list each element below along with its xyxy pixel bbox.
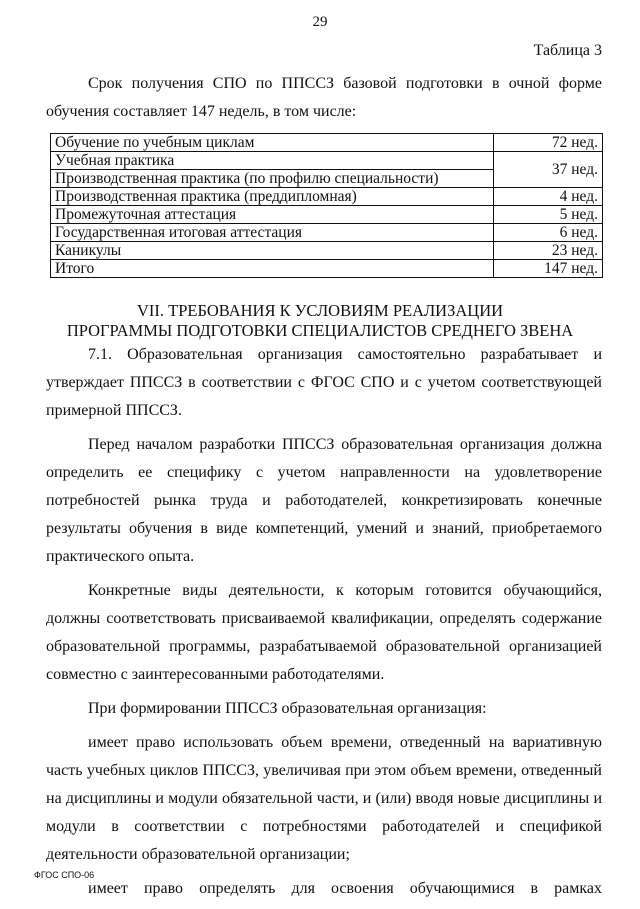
row-label: Промежуточная аттестация	[51, 206, 494, 224]
row-value: 23 нед.	[494, 242, 603, 260]
footer-code: ФГОС СПО-06	[34, 870, 95, 880]
section-heading-line1: VII. ТРЕБОВАНИЯ К УСЛОВИЯМ РЕАЛИЗАЦИИ	[136, 301, 504, 320]
paragraph: При формировании ППССЗ образовательная организация:	[88, 700, 487, 717]
section-heading	[40, 301, 600, 341]
table-row	[51, 188, 603, 206]
section-heading-line2: ПРОГРАММЫ ПОДГОТОВКИ СПЕЦИАЛИСТОВ СРЕДНЕГО ЗВЕНА	[66, 321, 574, 340]
row-value: 37 нед.	[494, 152, 603, 188]
table-row	[51, 224, 603, 242]
row-value: 5 нед.	[494, 206, 603, 224]
row-label: Каникулы	[51, 242, 494, 260]
row-value: 6 нед.	[494, 224, 603, 242]
study-weeks-table	[50, 133, 603, 278]
row-label: Производственная практика (по профилю специальности)	[51, 170, 494, 188]
intro-text: Срок получения СПО по ППССЗ базовой подготовки в очной форме обучения составляет 147 недель, в том числе:	[46, 75, 602, 120]
paragraph: 7.1. Образовательная организация самостоятельно разрабатывает и утверждает ППССЗ в соответствии с ФГОС СПО и с учетом соответствующей примерной ППССЗ.	[46, 346, 602, 419]
row-label: Итого	[51, 260, 494, 278]
row-label: Государственная итоговая аттестация	[51, 224, 494, 242]
row-value: 4 нед.	[494, 188, 603, 206]
table-row	[51, 206, 603, 224]
table-row	[51, 152, 603, 170]
paragraph: Конкретные виды деятельности, к которым готовится обучающийся, должны соответствовать присваиваемой квалификации, определять содержание образовательной программы, разрабатываемой образовательной организацией совместно с заинтересованными работодателями.	[46, 582, 602, 683]
paragraph: имеет право использовать объем времени, отведенный на вариативную часть учебных циклов ППССЗ, увеличивая при этом объем времени, отведенный на дисциплины и модули обязательной части, и (или) вводя новые дисциплины и модули в соответствии с потребностями работодателей и спецификой деятельности образовательной организации;	[46, 734, 602, 863]
row-value: 72 нед.	[494, 134, 603, 152]
row-label: Обучение по учебным циклам	[51, 134, 494, 152]
row-value: 147 нед.	[494, 260, 603, 278]
page-number: 29	[312, 14, 328, 30]
table-row	[51, 242, 603, 260]
table-row	[51, 260, 603, 278]
table-row	[51, 134, 603, 152]
paragraph: Перед началом разработки ППССЗ образовательная организация должна определить ее специфику с учетом направленности на удовлетворение потребностей рынка труда и работодателей, конкретизировать конечные результаты обучения в виде компетенций, умений и знаний, приобретаемого практического опыта.	[46, 436, 602, 565]
table-caption: Таблица 3	[533, 42, 602, 59]
row-label: Производственная практика (преддипломная)	[51, 188, 494, 206]
body-text	[46, 341, 602, 909]
row-label: Учебная практика	[51, 152, 494, 170]
intro-paragraph	[46, 70, 602, 126]
paragraph: имеет право определять для освоения обучающимися в рамках	[88, 880, 602, 897]
